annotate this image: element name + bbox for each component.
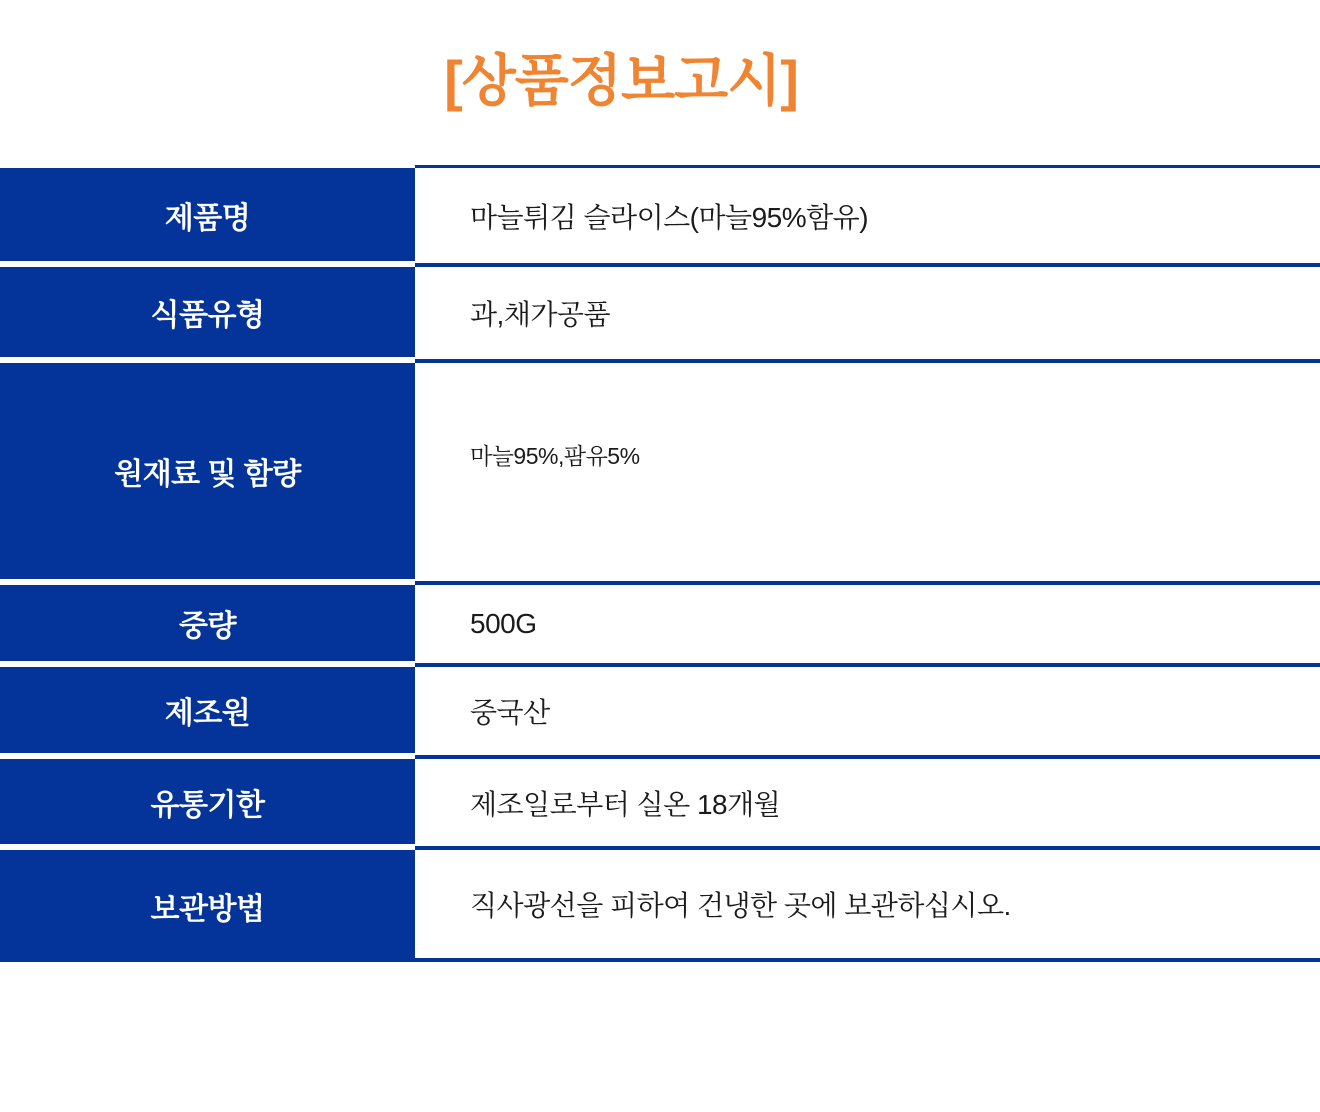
row-value-cell: 500G xyxy=(415,585,1320,667)
row-value-cell: 직사광선을 피하여 건냉한 곳에 보관하십시오. xyxy=(415,850,1320,962)
table-row xyxy=(0,667,1320,759)
row-label-cell: 제조원 xyxy=(0,667,415,759)
row-value-cell: 중국산 xyxy=(415,667,1320,759)
table-row xyxy=(0,165,1320,267)
table-row xyxy=(0,363,1320,585)
row-label-cell: 보관방법 xyxy=(0,850,415,962)
row-value-cell: 제조일로부터 실온 18개월 xyxy=(415,759,1320,850)
row-label-cell: 제품명 xyxy=(0,165,415,267)
row-label-cell: 원재료 및 함량 xyxy=(0,363,415,585)
page-header xyxy=(0,48,1242,114)
page-title: [상품정보고시] xyxy=(444,49,798,112)
product-info-table xyxy=(0,165,1320,962)
row-label-cell: 중량 xyxy=(0,585,415,667)
table-row xyxy=(0,850,1320,962)
row-value-cell: 마늘95%,팜유5% xyxy=(415,363,1320,585)
table-row xyxy=(0,759,1320,850)
row-label-cell: 식품유형 xyxy=(0,267,415,363)
table-row xyxy=(0,585,1320,667)
row-value-cell: 마늘튀김 슬라이스(마늘95%함유) xyxy=(415,165,1320,267)
row-value-cell: 과,채가공품 xyxy=(415,267,1320,363)
row-label-cell: 유통기한 xyxy=(0,759,415,850)
table-row xyxy=(0,267,1320,363)
